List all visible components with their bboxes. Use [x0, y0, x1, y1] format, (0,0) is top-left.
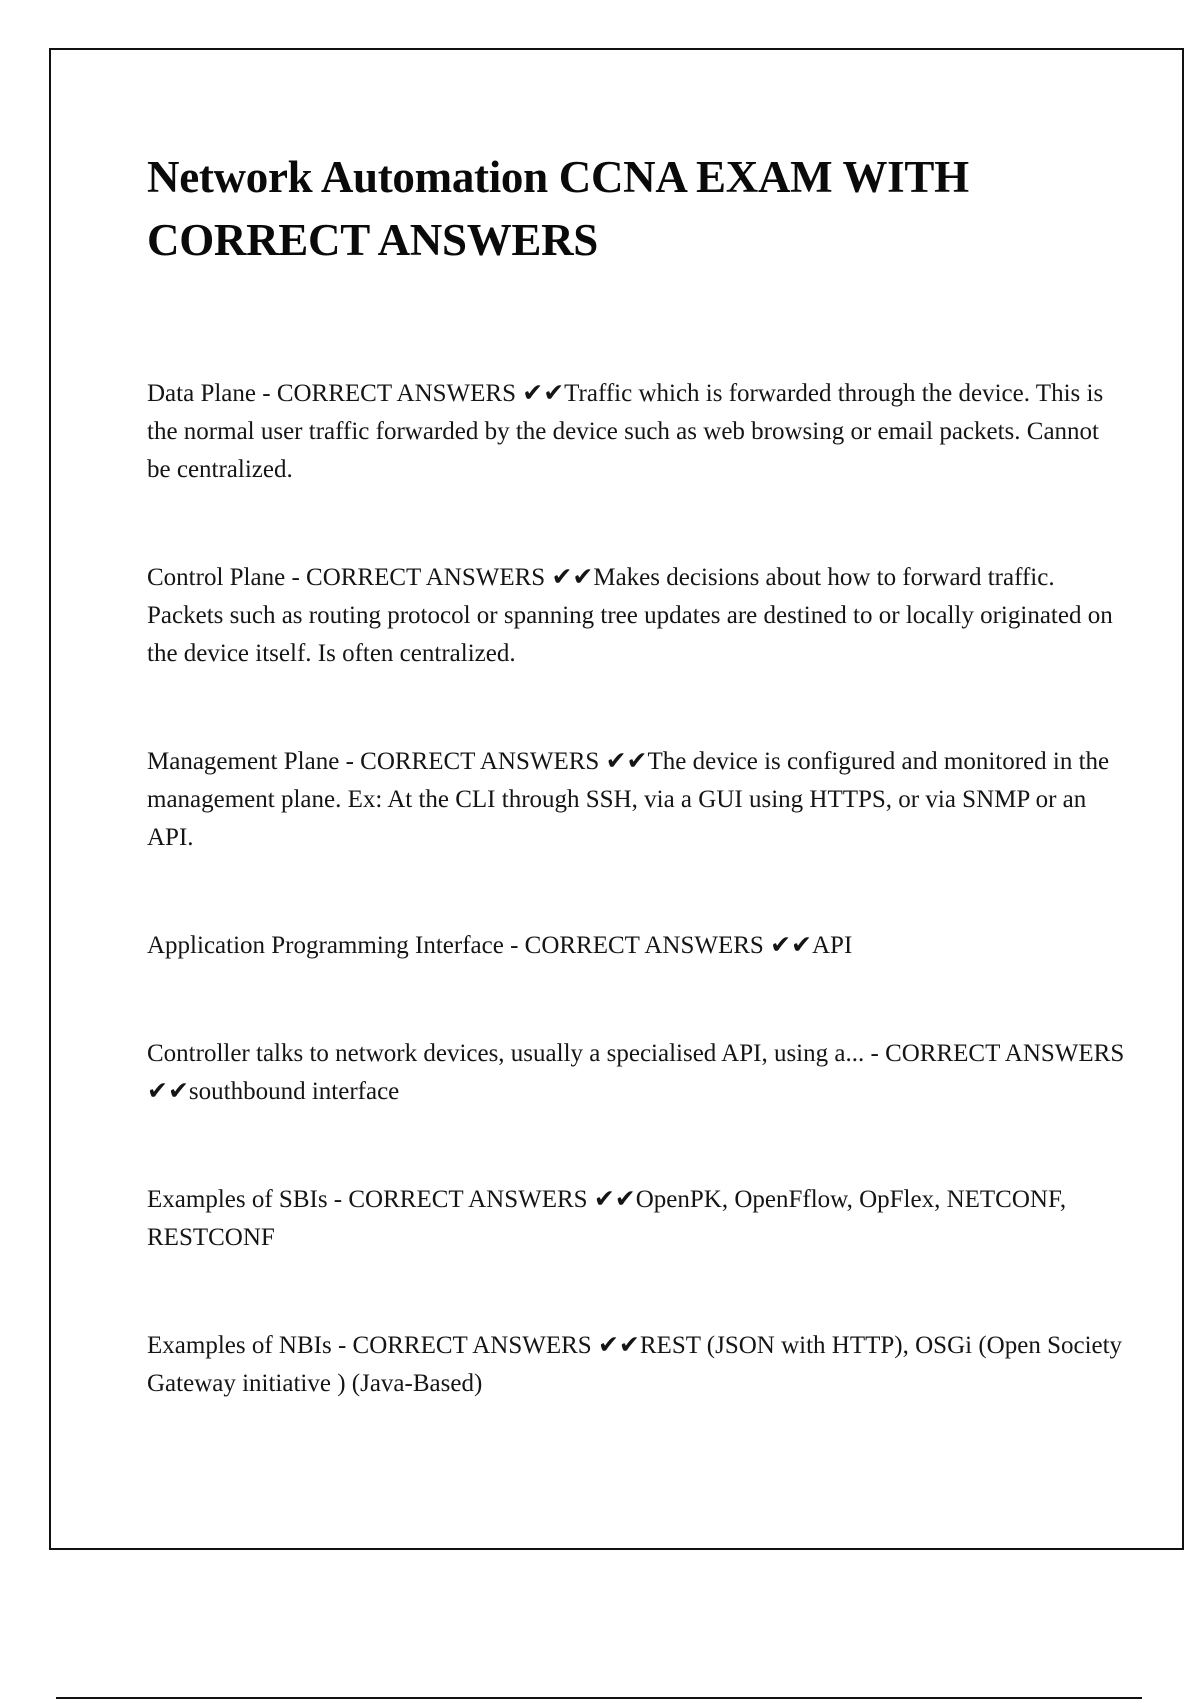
- qa-item: [147, 1181, 1127, 1257]
- check-icon: ✔✔: [516, 380, 565, 407]
- qa-answer: OpenPK, OpenFflow, OpFlex, NETCONF, RESTCONF: [147, 1186, 1067, 1251]
- qa-question: Examples of SBIs: [147, 1186, 328, 1213]
- check-icon: ✔✔: [147, 1040, 1131, 1105]
- qa-separator: -: [339, 748, 361, 775]
- check-icon: ✔✔: [587, 1186, 636, 1213]
- qa-answer: The device is configured and monitored in the management plane. Ex: At the CLI through SSH, via a GUI using HTTPS, or via SNMP or an API.: [147, 748, 1110, 851]
- qa-item: [147, 1327, 1127, 1403]
- qa-answer: Makes decisions about how to forward traffic. Packets such as routing protocol or spanning tree updates are destined to or locally originated on the device itself. Is often centralized.: [147, 564, 1113, 667]
- qa-separator: -: [331, 1332, 353, 1359]
- qa-question: Examples of NBIs: [147, 1332, 332, 1359]
- qa-item: [147, 375, 1127, 489]
- qa-separator: -: [255, 380, 277, 407]
- qa-answer-tag: CORRECT ANSWERS: [885, 1040, 1125, 1067]
- qa-answer-tag: CORRECT ANSWERS: [276, 380, 516, 407]
- qa-question: Controller talks to network devices, usually a specialised API, using a...: [147, 1040, 865, 1067]
- qa-question: Management Plane: [147, 748, 340, 775]
- qa-separator: -: [503, 932, 525, 959]
- qa-separator: -: [864, 1040, 886, 1067]
- qa-answer: Traffic which is forwarded through the device. This is the normal user traffic forwarded by the device such as web browsing or email packets. Cannot be centralized.: [147, 380, 1104, 483]
- document-title: Network Automation CCNA EXAM WITH CORRECT ANSWERS: [147, 152, 969, 265]
- qa-answer-tag: CORRECT ANSWERS: [360, 748, 600, 775]
- qa-question: Control Plane: [147, 564, 286, 591]
- footer-divider: [56, 1697, 1142, 1699]
- qa-item: [147, 559, 1127, 673]
- check-icon: ✔✔: [591, 1332, 640, 1359]
- qa-separator: -: [285, 564, 307, 591]
- qa-item: [147, 927, 1127, 965]
- qa-answer-tag: CORRECT ANSWERS: [352, 1332, 592, 1359]
- qa-separator: -: [327, 1186, 349, 1213]
- qa-answer: REST (JSON with HTTP), OSGi (Open Society Gateway initiative ) (Java-Based): [147, 1332, 1123, 1397]
- qa-answer-tag: CORRECT ANSWERS: [306, 564, 546, 591]
- qa-answer-tag: CORRECT ANSWERS: [524, 932, 764, 959]
- document-content: [147, 146, 1131, 1473]
- qa-question: Data Plane: [147, 380, 256, 407]
- qa-answer-tag: CORRECT ANSWERS: [348, 1186, 588, 1213]
- page-frame: [49, 48, 1184, 1550]
- check-icon: ✔✔: [763, 932, 812, 959]
- qa-answer: southbound interface: [188, 1078, 400, 1105]
- qa-answer: API: [812, 932, 853, 959]
- check-icon: ✔✔: [545, 564, 594, 591]
- qa-list: [147, 375, 1131, 1403]
- qa-item: [147, 743, 1127, 857]
- check-icon: ✔✔: [599, 748, 648, 775]
- qa-item: [147, 1035, 1131, 1111]
- qa-question: Application Programming Interface: [147, 932, 504, 959]
